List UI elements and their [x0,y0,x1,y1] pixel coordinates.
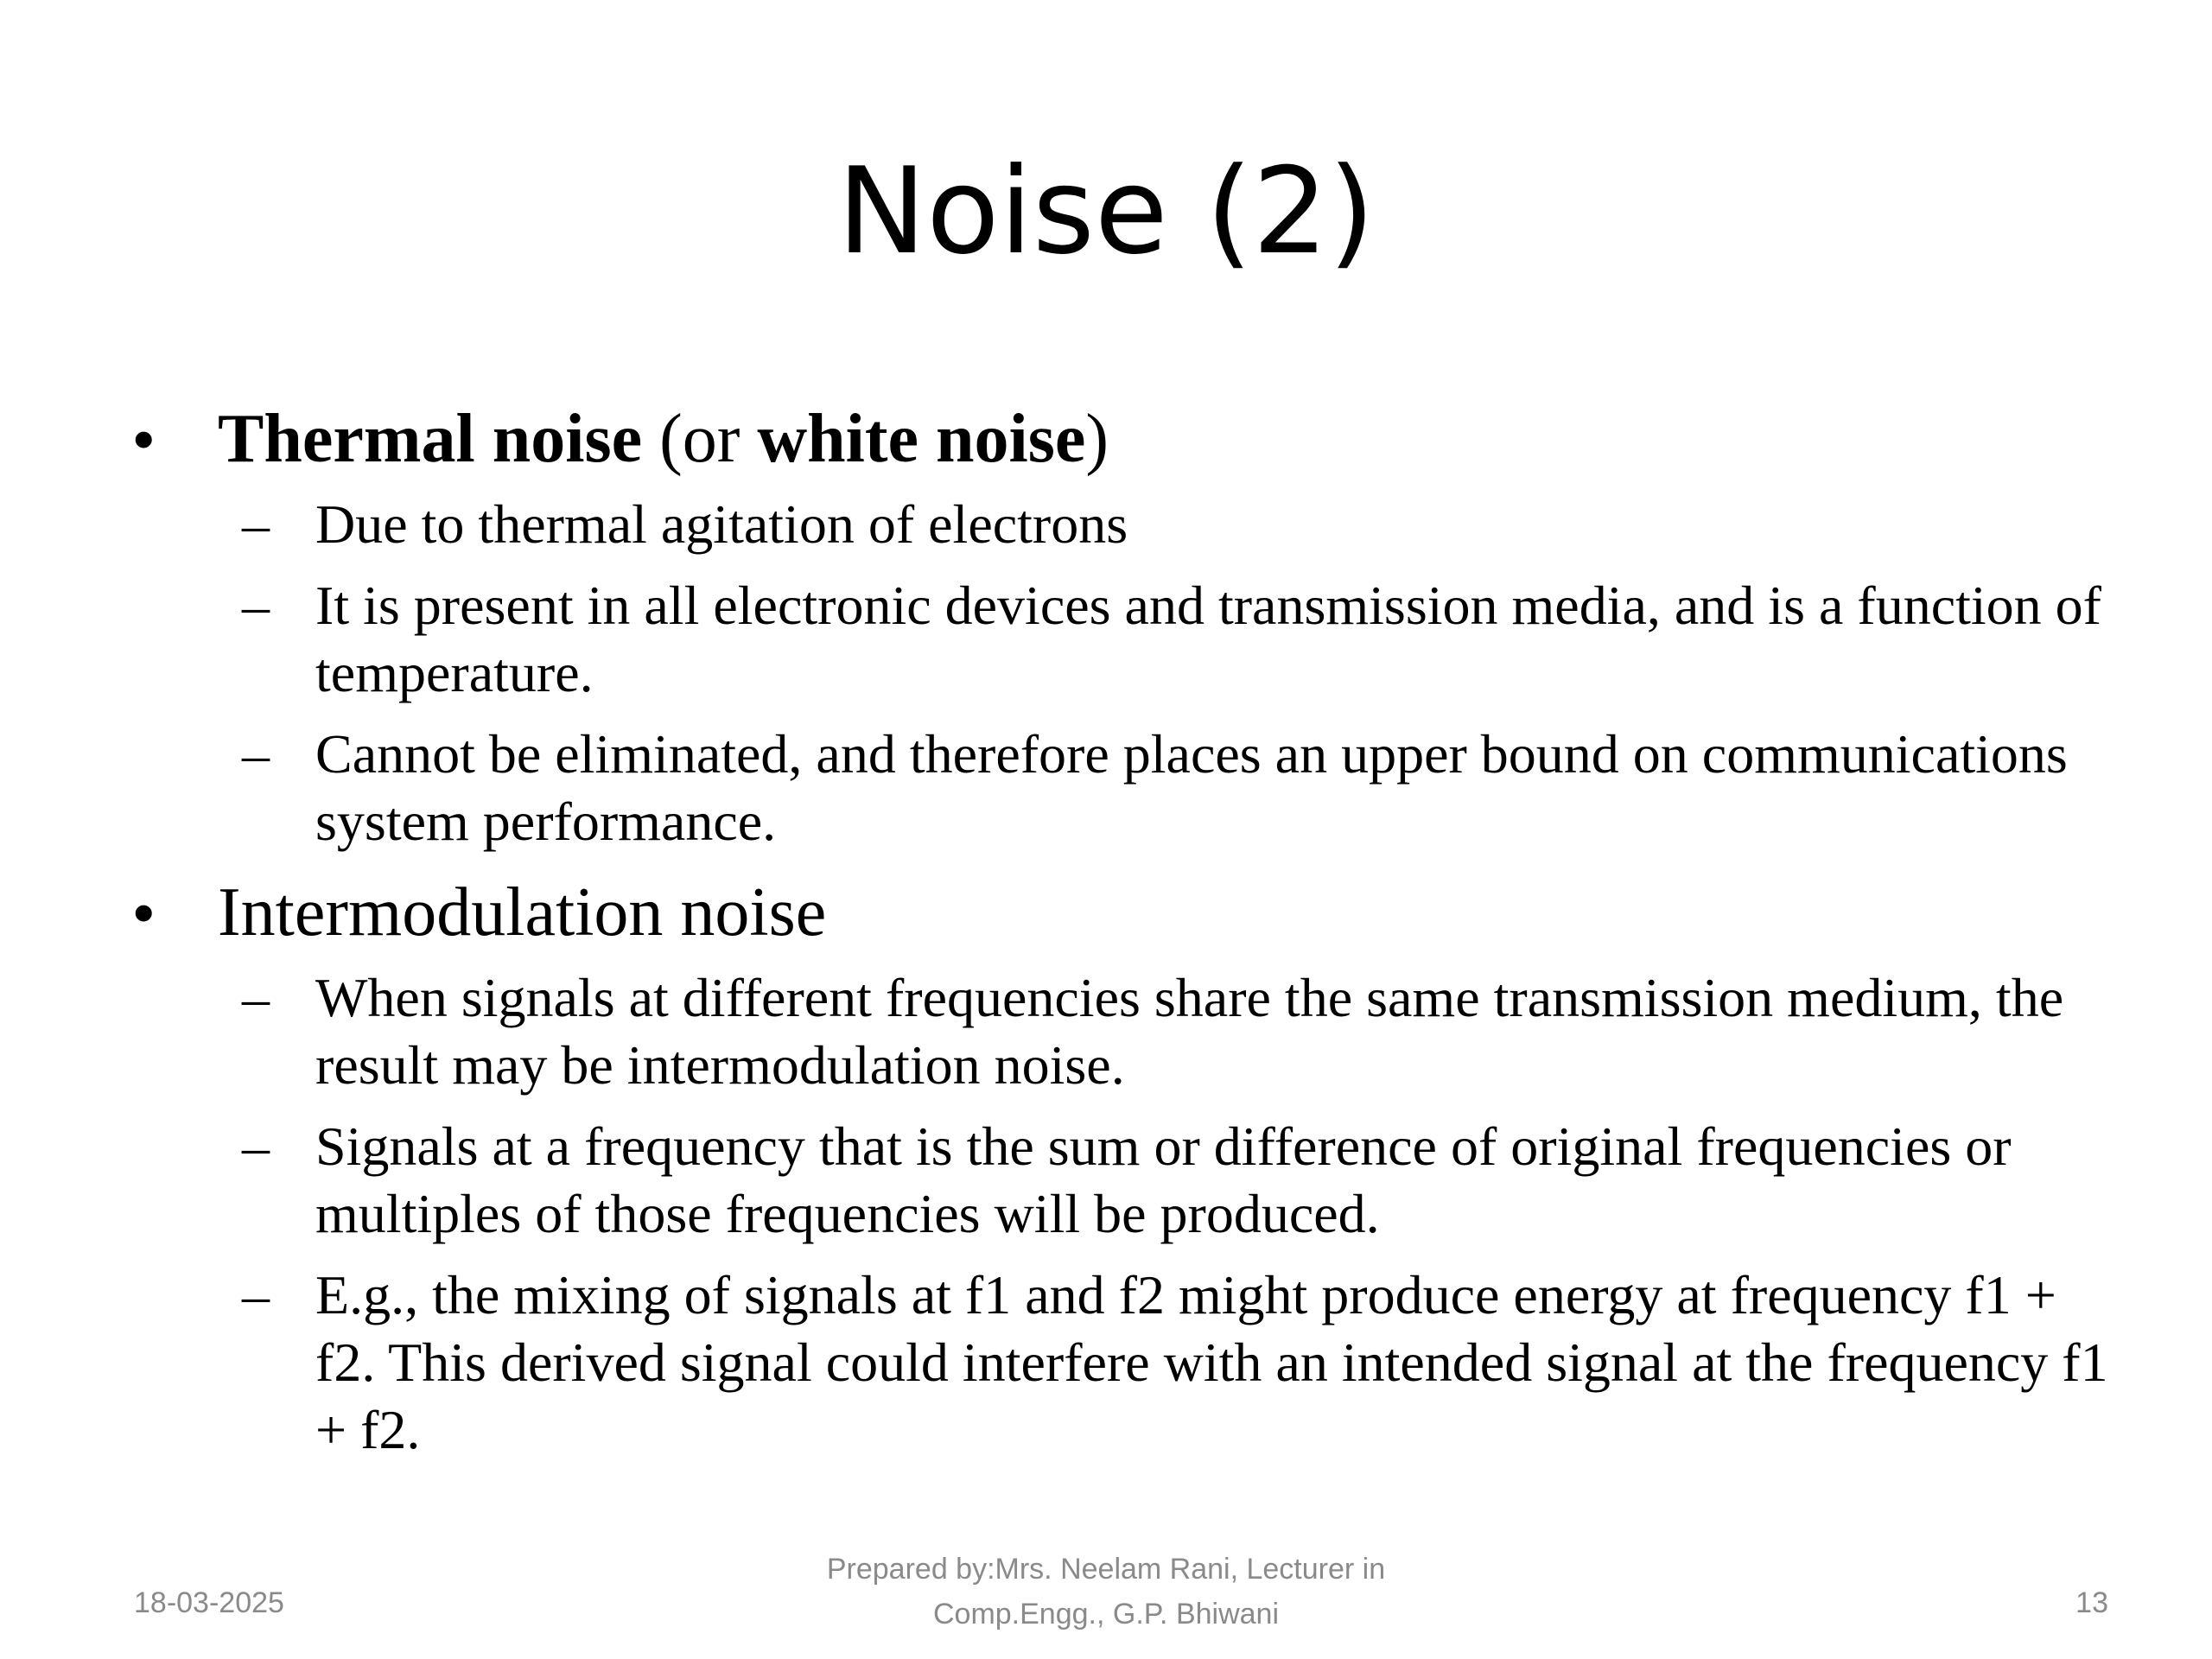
bullet-thermal-noise [121,397,2108,480]
sub-bullet-text: Due to thermal agitation of electrons [315,493,1128,555]
sub-bullet [121,964,2108,1099]
dash-mark: – [242,723,270,785]
sub-bullet [121,572,2108,707]
dash-mark: – [242,1116,270,1177]
sub-bullet-text: Cannot be eliminated, and therefore places an upper bound on communications system performance. [315,723,2068,852]
bullet-text-close-paren: ) [1085,401,1109,477]
bullet-mark: • [133,405,155,473]
sub-bullet-text: Signals at a frequency that is the sum or difference of original frequencies or multiples of those frequencies will be produced. [315,1116,2012,1244]
dash-mark: – [242,493,270,555]
footer-page-number: 13 [2075,1586,2108,1619]
sub-bullet [121,491,2108,558]
footer-prepared-by [760,1547,1452,1637]
intermodulation-sub-list [121,964,2108,1464]
bullet-bold-thermal-noise: Thermal noise [218,401,643,477]
sub-bullet-text: When signals at different frequencies share the same transmission medium, the result may be intermodulation noise. [315,967,2064,1096]
bullet-text-or: (or [642,401,758,477]
sub-bullet [121,1113,2108,1248]
thermal-noise-sub-list [121,491,2108,855]
sub-bullet-text: E.g., the mixing of signals at f1 and f2 might produce energy at frequency f1 + f2. This derived signal could interfere with an intended signal at the frequency f1 + f2. [315,1264,2108,1460]
bullet-bold-white-noise: white noise [757,401,1086,477]
slide-title: Noise (2) [836,142,1376,281]
dash-mark: – [242,967,270,1028]
bullet-intermodulation-noise [121,871,2108,954]
footer-date: 18-03-2025 [134,1586,284,1619]
sub-bullet-text: It is present in all electronic devices and transmission media, and is a function of temperature. [315,575,2101,703]
bullet-mark: • [133,879,155,946]
dash-mark: – [242,575,270,636]
dash-mark: – [242,1264,270,1325]
footer-prepared-line-2: Comp.Engg., G.P. Bhiwani [932,1598,1280,1630]
slide-content [121,397,2108,1479]
footer-prepared-line-1: Prepared by:Mrs. Neelam Rani, Lecturer in [826,1553,1386,1586]
sub-bullet [121,721,2108,855]
bullet-text: Intermodulation noise [218,874,827,950]
sub-bullet [121,1262,2108,1464]
